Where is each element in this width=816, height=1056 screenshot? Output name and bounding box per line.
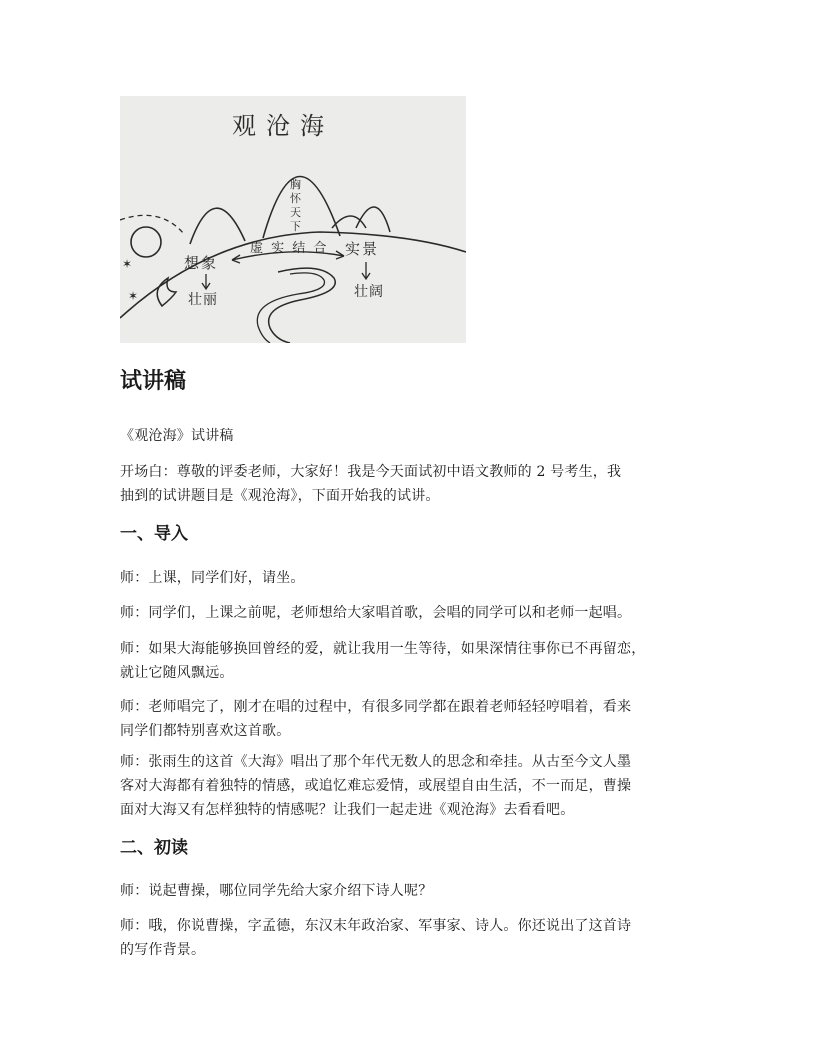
left-label: 想象: [184, 254, 219, 272]
right-label: 实景: [345, 240, 380, 258]
text-line: 抽到的试讲题目是《观沧海》，下面开始我的试讲。: [120, 488, 440, 504]
paragraph: [120, 750, 704, 822]
intro-title: 《观沧海》试讲稿: [120, 428, 234, 444]
text-line: 客对大海都有着独特的情感，或追忆难忘爱情，或展望自由生活，不一而足，曹操: [120, 778, 632, 794]
text-line: 师：如果大海能够换回曾经的爱，就让我用一生等待，如果深情往事你已不再留恋，: [120, 641, 646, 657]
page-title: 试讲稿: [120, 369, 187, 394]
paragraph: [120, 566, 704, 590]
vertical-char: 天: [290, 206, 301, 219]
sketch-drawing: [120, 96, 466, 343]
text-line: 就让它随风飘远。: [120, 665, 234, 681]
right-result: 壮阔: [354, 284, 384, 300]
vertical-char: 怀: [290, 192, 301, 205]
text-line: 师：张雨生的这首《大海》唱出了那个年代无数人的思念和牵挂。从古至今文人墨: [120, 754, 632, 770]
text-line: 师：说起曹操，哪位同学先给大家介绍下诗人呢？: [120, 883, 433, 899]
section-heading-1: 一、导入: [120, 524, 188, 544]
text-line: 面对大海又有怎样独特的情感呢？让我们一起走进《观沧海》去看看吧。: [120, 802, 575, 818]
star-icon: ✶: [122, 257, 133, 271]
text-line: 同学们都特别喜欢这首歌。: [120, 723, 291, 739]
vertical-char: 胸: [290, 178, 301, 191]
text-line: 师：上课，同学们好，请坐。: [120, 570, 305, 586]
section-heading-2: 二、初读: [120, 838, 188, 858]
opening-paragraph: [120, 460, 704, 508]
star-icon: ✶: [128, 289, 139, 303]
paragraph: [120, 914, 704, 962]
text-line: 的写作背景。: [120, 942, 206, 958]
paragraph: [120, 879, 704, 903]
center-label: 虚 实 结 合: [250, 241, 329, 256]
text-line: 师：哦，你说曹操，字孟德，东汉末年政治家、军事家、诗人。你还说出了这首诗: [120, 918, 632, 934]
text-line: 开场白：尊敬的评委老师，大家好！我是今天面试初中语文教师的 2 号考生，我: [120, 464, 622, 480]
paragraph: [120, 695, 704, 743]
sketch-title: 观沧海: [232, 112, 334, 140]
vertical-char: 下: [290, 220, 301, 233]
text-line: 师：老师唱完了，刚才在唱的过程中，有很多同学都在跟着老师轻轻哼唱着，看来: [120, 699, 632, 715]
sketch-photo: [120, 96, 466, 343]
text-line: 师：同学们，上课之前呢，老师想给大家唱首歌，会唱的同学可以和老师一起唱。: [120, 605, 632, 621]
paragraph: [120, 601, 704, 625]
left-result: 壮丽: [188, 292, 218, 308]
paragraph: [120, 637, 704, 685]
